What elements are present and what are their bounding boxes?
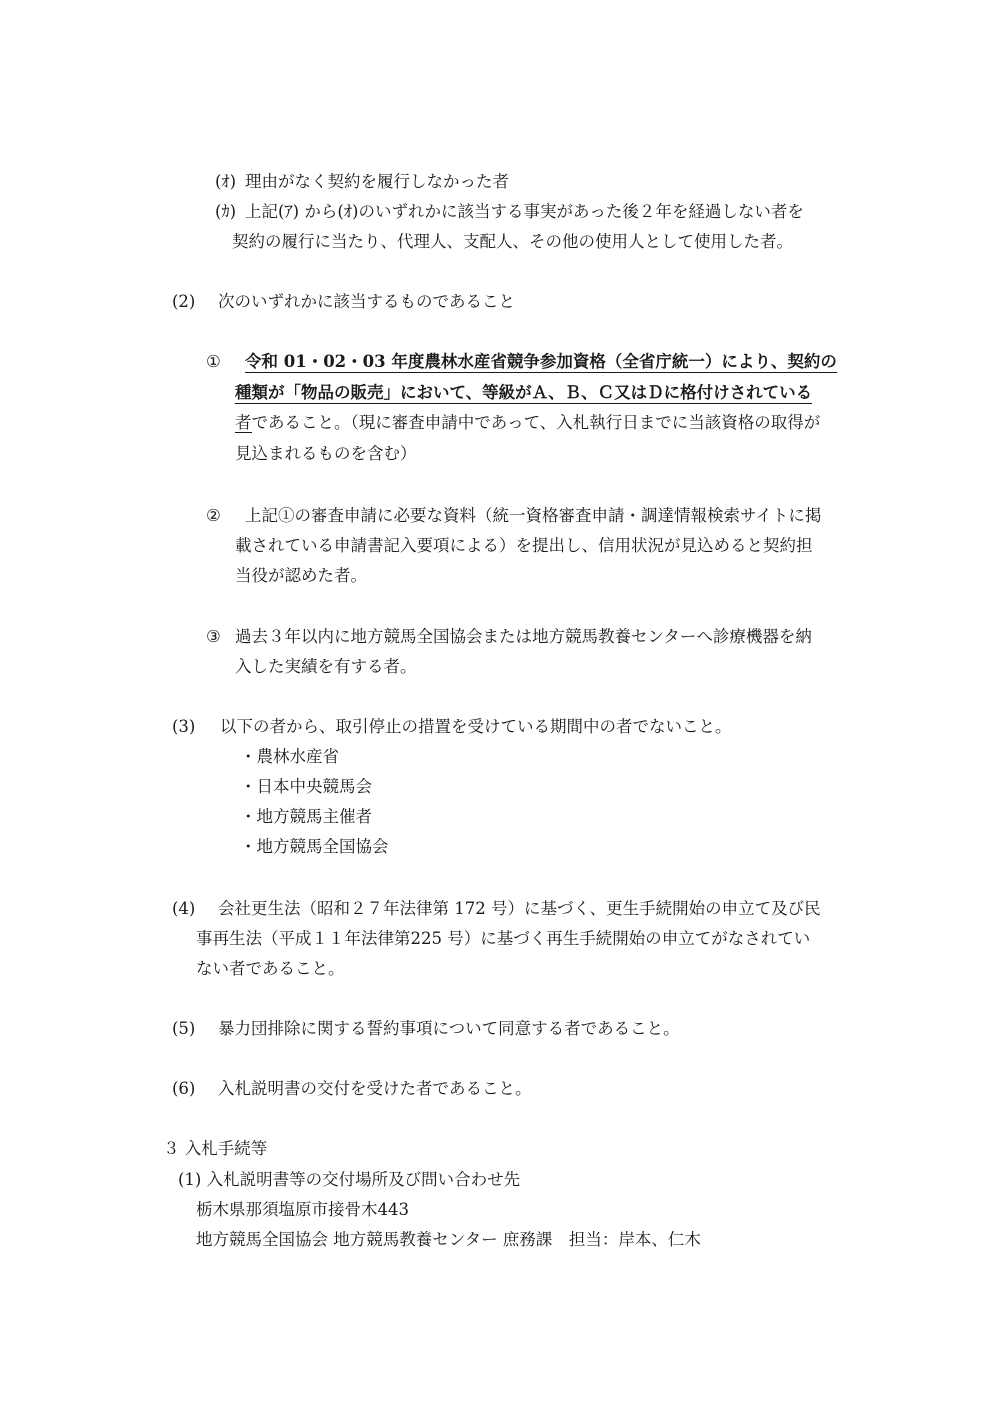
section3-address: 栃木県那須塩原市接骨木443 [196,1200,409,1219]
item2-c3-marker: ③ [206,627,221,646]
item2-c2-line1: 上記①の審査申請に必要な資料（統一資格審査申請・調達情報検索サイトに掲 [245,506,822,525]
item3-bullet: ・農林水産省 [240,747,339,766]
item2-c1-line2: 種類が「物品の販売」において、等級がＡ、Ｂ、Ｃ又はＤに格付けされている [235,383,813,402]
item5-marker: (5) [172,1019,196,1038]
section3-heading: ３ 入札手続等 [163,1139,268,1158]
item6-text: 入札説明書の交付を受けた者であること。 [218,1079,532,1098]
item2-c1-marker: ① [206,352,221,371]
section3-sub1: (1) 入札説明書等の交付場所及び問い合わせ先 [178,1170,521,1189]
item2-c2-line2: 載されている申請書記入要項による）を提出し、信用状況が見込めると契約担 [235,536,813,555]
item4-line2: 事再生法（平成１１年法律第225 号）に基づく再生手続開始の申立てがなされてい [196,929,811,948]
item3-bullet: ・地方競馬主催者 [240,807,372,826]
item4-line1: 会社更生法（昭和２７年法律第 172 号）に基づく、更生手続開始の申立て及び民 [218,899,821,918]
item2-c2-line3: 当役が認めた者。 [235,566,367,585]
subitem-o-marker: (ｵ) [215,172,237,191]
item2-c1-line1: 令和 01・02・03 年度農林水産省競争参加資格（全省庁統一）により、契約の [245,352,837,371]
item5-text: 暴力団排除に関する誓約事項について同意する者であること。 [218,1019,680,1038]
item2-c3-line1: 過去３年以内に地方競馬全国協会または地方競馬教養センターへ診療機器を納 [235,627,812,646]
subitem-ka-line1: 上記(ｱ) から(ｵ)のいずれかに該当する事実があった後２年を経過しない者を [245,202,804,221]
item3-text: 以下の者から、取引停止の措置を受けている期間中の者でないこと。 [220,717,732,736]
item2-text: 次のいずれかに該当するものであること [218,292,515,311]
subitem-ka-marker: (ｶ) [215,202,237,221]
subitem-ka-line2: 契約の履行に当たり、代理人、支配人、その他の使用人として使用した者。 [232,232,793,251]
item4-line3: ない者であること。 [196,959,345,978]
item2-c1-line3-rest: であること。（現に審査申請中であって、入札執行日までに当該資格の取得が [251,413,821,432]
item3-bullet: ・地方競馬全国協会 [240,837,389,856]
item2-c1-line4: 見込まれるものを含む） [235,444,417,463]
item2-c3-line2: 入した実績を有する者。 [235,657,417,676]
item2-c2-marker: ② [206,506,221,525]
section3-contact: 地方競馬全国協会 地方競馬教養センター 庶務課 担当：岸本、仁木 [196,1230,701,1249]
item3-marker: (3) [172,717,196,736]
item2-c1-line3 [235,413,820,433]
item6-marker: (6) [172,1079,196,1098]
item4-marker: (4) [172,899,196,918]
item2-marker: (2) [172,292,196,311]
item3-bullet: ・日本中央競馬会 [240,777,372,796]
subitem-o-text: 理由がなく契約を履行しなかった者 [245,172,509,191]
item2-c1-line3-underlined: 者 [235,413,252,432]
